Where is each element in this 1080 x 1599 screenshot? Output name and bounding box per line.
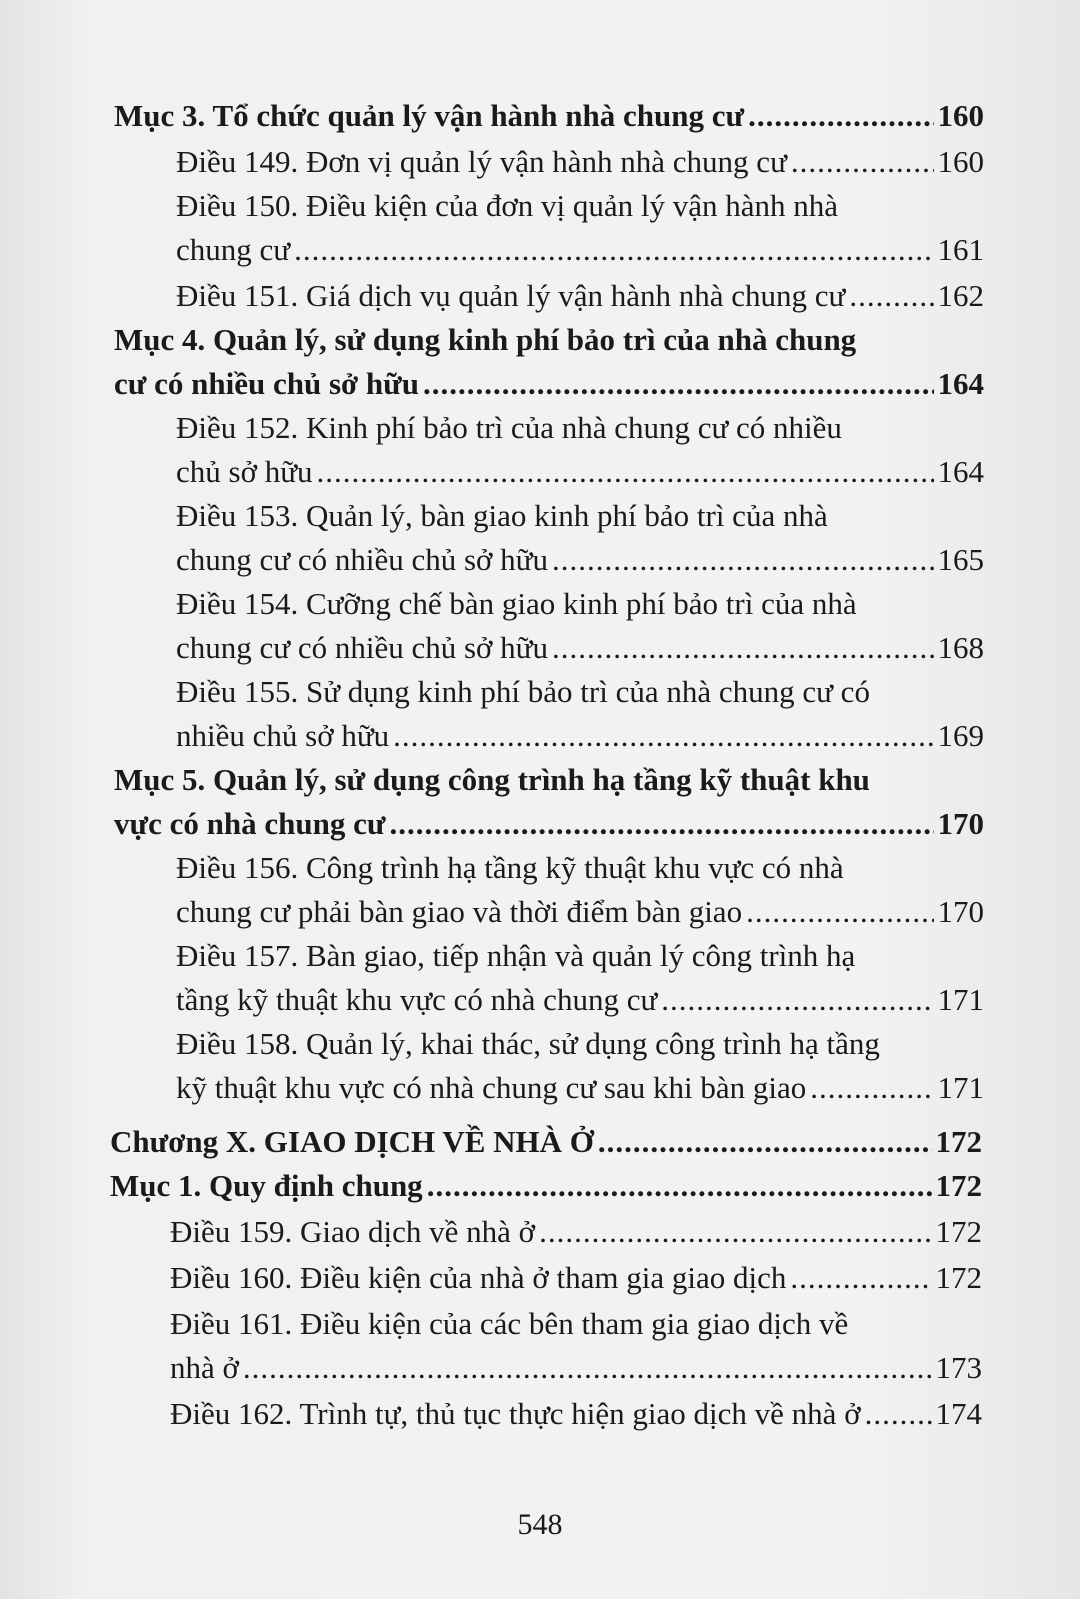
page-number: 548 [517,1508,563,1541]
toc-entry-muc-1: Mục 1. Quy định chung ..... 172 [110,1166,982,1206]
toc-entry-dieu-156: chung cư phải bàn giao và thời điểm bàn giao ..... 170 [176,892,984,932]
toc-entry-dieu-156-line1: Điều 156. Công trình hạ tầng kỹ thuật khu vực có nhà [176,850,844,885]
toc-entry-dieu-153: chung cư có nhiều chủ sở hữu ..... 165 [176,540,984,580]
toc-entry-dieu-160: Điều 160. Điều kiện của nhà ở tham gia giao dịch ..... 172 [170,1258,982,1298]
toc-entry-dieu-154: chung cư có nhiều chủ sở hữu ..... 168 [176,628,984,668]
toc-entry-dieu-162: Điều 162. Trình tự, thủ tục thực hiện giao dịch về nhà ở ..... 174 [170,1394,982,1434]
toc-entry-muc-5-line1: Mục 5. Quản lý, sử dụng công trình hạ tầng kỹ thuật khu [114,762,870,797]
toc-entry-dieu-158-line1: Điều 158. Quản lý, khai thác, sử dụng công trình hạ tầng [176,1026,880,1061]
toc-entry-dieu-159: Điều 159. Giao dịch về nhà ở ..... 172 [170,1212,982,1252]
toc-entry-dieu-152-line1: Điều 152. Kinh phí bảo trì của nhà chung cư có nhiều [176,410,842,445]
toc-entry-dieu-155-line1: Điều 155. Sử dụng kinh phí bảo trì của nhà chung cư có [176,674,870,709]
toc-entry-dieu-155: nhiều chủ sở hữu ..... 169 [176,716,984,756]
toc-entry-dieu-157: tầng kỹ thuật khu vực có nhà chung cư ..... 171 [176,980,984,1020]
toc-entry-dieu-149: Điều 149. Đơn vị quản lý vận hành nhà chung cư ..... 160 [176,142,984,182]
toc-entry-dieu-161: nhà ở ..... 173 [170,1348,982,1388]
toc-entry-dieu-150-line1: Điều 150. Điều kiện của đơn vị quản lý vận hành nhà [176,188,839,223]
toc-entry-dieu-154-line1: Điều 154. Cưỡng chế bàn giao kinh phí bảo trì của nhà [176,586,857,621]
toc-entry-muc-4-line1: Mục 4. Quản lý, sử dụng kinh phí bảo trì của nhà chung [114,322,857,357]
toc-entry-dieu-150: chung cư ..... 161 [176,230,984,270]
toc-entry-muc-5: vực có nhà chung cư ..... 170 [114,804,984,844]
toc-entry-muc-4: cư có nhiều chủ sở hữu ..... 164 [114,364,984,404]
toc-entry-dieu-158: kỹ thuật khu vực có nhà chung cư sau khi bàn giao ..... 171 [176,1068,984,1108]
toc-entry-dieu-157-line1: Điều 157. Bàn giao, tiếp nhận và quản lý công trình hạ [176,938,856,973]
toc-entry-muc-3: Mục 3. Tổ chức quản lý vận hành nhà chung cư ..... 160 [114,96,984,136]
toc-entry-dieu-151: Điều 151. Giá dịch vụ quản lý vận hành nhà chung cư ..... 162 [176,276,984,316]
toc-entry-dieu-153-line1: Điều 153. Quản lý, bàn giao kinh phí bảo trì của nhà [176,498,828,533]
toc-entry-chuong-10: Chương X. GIAO DỊCH VỀ NHÀ Ở ..... 172 [110,1122,982,1162]
toc-entry-dieu-161-line1: Điều 161. Điều kiện của các bên tham gia giao dịch về [170,1306,849,1341]
toc-entry-dieu-152: chủ sở hữu ..... 164 [176,452,984,492]
